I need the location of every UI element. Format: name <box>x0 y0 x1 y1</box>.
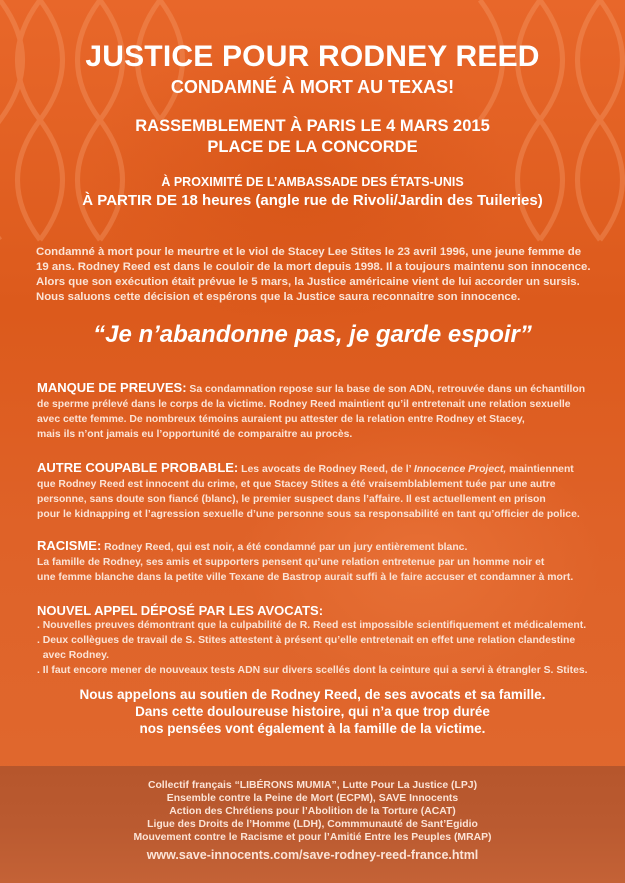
call-line: nos pensées vont également à la famille de la victime. <box>139 721 486 736</box>
section-other-suspect <box>37 460 622 522</box>
quote: “Je n’abandonne pas, je garde espoir” <box>93 321 532 348</box>
poster-subtitle: CONDAMNÉ À MORT AU TEXAS! <box>170 77 455 97</box>
section-new-appeal <box>37 603 622 678</box>
section-text: Rodney Reed, qui est noir, a été condamné par un jury entièrement blanc. <box>101 542 468 553</box>
organization-line: Ligue des Droits de l’Homme (LDH), Commmunauté de Sant’Egidio <box>147 819 478 830</box>
poster-title: JUSTICE POUR RODNEY REED <box>85 40 540 73</box>
organizations-list <box>0 779 625 844</box>
section-heading: MANQUE DE PREUVES: <box>37 380 187 395</box>
section-text: mais ils n’ont jamais eu l’opportunité de comparaitre au procès. <box>37 429 353 440</box>
intro-line: Condamné à mort pour le meurtre et le viol de Stacey Lee Stites le 23 avril 1996, une jeune femme de <box>36 246 582 258</box>
website-link[interactable]: www.save-innocents.com/save-rodney-reed-france.html <box>146 848 479 862</box>
rally-date: RASSEMBLEMENT À PARIS LE 4 MARS 2015 <box>135 117 490 135</box>
rally-place: PLACE DE LA CONCORDE <box>207 138 418 156</box>
organization-line: Mouvement contre le Racisme et pour l’Amitié Entre les Peuples (MRAP) <box>133 832 492 843</box>
section-text: une femme blanche dans la petite ville Texane de Bastrop aurait suffi à le faire accuser et condamner à mort. <box>37 572 574 583</box>
organization-line: Action des Chrétiens pour l’Abolition de la Torture (ACAT) <box>169 806 456 817</box>
intro-line: 19 ans. Rodney Reed est dans le couloir de la mort depuis 1998. Il a toujours maintenu son innocence. <box>36 261 591 273</box>
section-bullet: . Deux collègues de travail de S. Stites attestent à présent qu’elle entretenait en effet une relation clandestine <box>37 635 576 646</box>
time-detail: À PARTIR DE 18 heures (angle rue de Rivoli/Jardin des Tuileries) <box>82 192 543 209</box>
intro-paragraph <box>36 245 621 305</box>
call-line: Nous appelons au soutien de Rodney Reed, de ses avocats et sa famille. <box>79 687 546 702</box>
section-text: personne, sans doute son fiancé (blanc), le premier suspect dans l’affaire. Il est actuellement en prison <box>37 494 546 505</box>
section-heading: AUTRE COUPABLE PROBABLE: <box>37 460 239 475</box>
section-text: de sperme prélevé dans le corps de la victime. Rodney Reed maintient qu’il entretenait une relation sexuelle <box>37 399 571 410</box>
section-text: maintiennent <box>506 464 574 475</box>
section-heading: NOUVEL APPEL DÉPOSÉ PAR LES AVOCATS: <box>37 603 324 618</box>
section-bullet: . Nouvelles preuves démontrant que la culpabilité de R. Reed est impossible scientifiquement et médicalement. <box>37 620 587 631</box>
section-text: Les avocats de Rodney Reed, de l’ <box>238 464 414 475</box>
section-text: Sa condamnation repose sur la base de son ADN, retrouvée dans un échantillon <box>186 384 586 395</box>
section-lack-of-evidence <box>37 380 622 442</box>
intro-line: Alors que son exécution était prévue le 5 mars, la Justice américaine vient de lui accorder un sursis. <box>36 276 580 288</box>
call-line: Dans cette douloureuse histoire, qui n’a que trop durée <box>135 704 490 719</box>
section-heading: RACISME: <box>37 538 102 553</box>
organization-line: Collectif français “LIBÉRONS MUMIA”, Lutte Pour La Justice (LPJ) <box>147 780 478 791</box>
section-bullet: . Il faut encore mener de nouveaux tests ADN sur divers scellés dont la ceinture qui a servi à étrangler S. Stites. <box>37 665 588 676</box>
location-detail: À PROXIMITÉ DE L’AMBASSADE DES ÉTATS-UNIS <box>161 175 464 189</box>
call-to-action <box>0 686 625 737</box>
section-bullet: avec Rodney. <box>37 650 109 661</box>
innocence-project-name: Innocence Project, <box>413 464 507 475</box>
section-text: La famille de Rodney, ses amis et supporters pensent qu’une relation entretenue par un homme noir et <box>37 557 545 568</box>
intro-line: Nous saluons cette décision et espérons que la Justice saura reconnaitre son innocence. <box>36 291 521 303</box>
section-racism <box>37 538 622 585</box>
section-text: que Rodney Reed est innocent du crime, et que Stacey Stites a été vraisemblablement tuée par une autre <box>37 479 556 490</box>
section-text: pour le kidnapping et l’agression sexuelle d’une personne sous sa responsabilité en tant qu’officier de police. <box>37 509 580 520</box>
section-text: avec cette femme. De nombreux témoins auraient pu attester de la relation entre Rodney et Stacey, <box>37 414 525 425</box>
organization-line: Ensemble contre la Peine de Mort (ECPM), SAVE Innocents <box>166 793 459 804</box>
